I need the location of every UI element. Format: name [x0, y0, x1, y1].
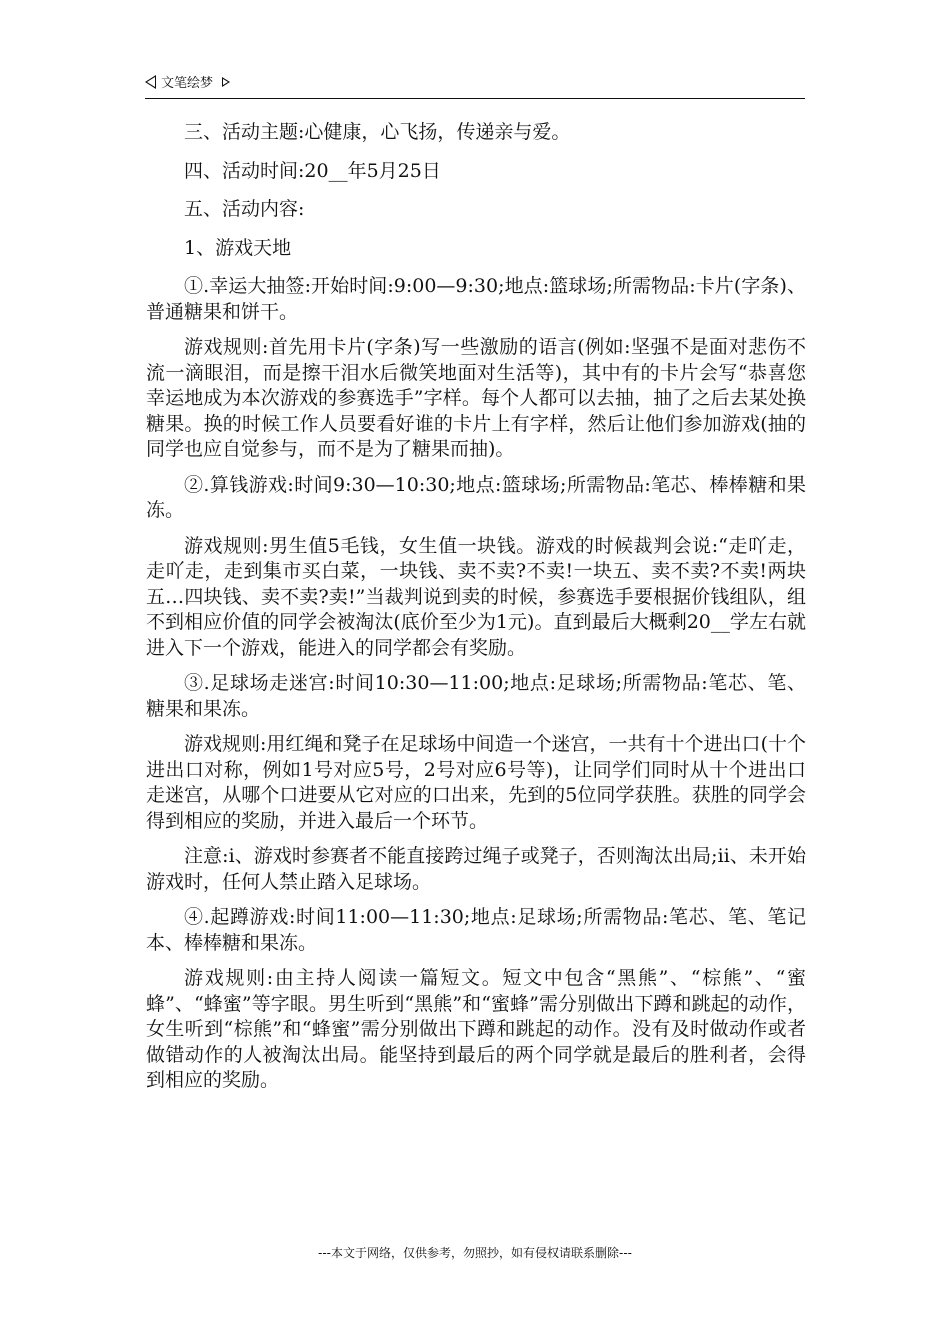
game-4-rules: 游戏规则:由主持人阅读一篇短文。短文中包含“黑熊”、“棕熊”、“蜜蜂”、“蜂蜜”等字眼。男生听到“黑熊”和“蜜蜂”需分别做出下蹲和跳起的动作，女生听到“棕熊”和“蜂蜜”需分别做出下蹲和跳起的动作。没有及时做动作或者做错动作的人被淘汰出局。能坚持到最后的两个同学就是最后的胜利者，会得到相应的奖励。: [146, 967, 806, 1091]
game-1-info: ①.幸运大抽签:开始时间:9:00—9:30;地点:篮球场;所需物品:卡片(字条)、普通糖果和饼干。: [146, 275, 806, 323]
document-body: [146, 120, 806, 1104]
game-3-notice: 注意:ⅰ、游戏时参赛者不能直接跨过绳子或凳子，否则淘汰出局;ⅱ、未开始游戏时，任何人禁止踏入足球场。: [146, 845, 806, 893]
left-triangle-icon: [145, 75, 156, 89]
section-time: 四、活动时间:20__年5月25日: [184, 159, 441, 182]
page-header: [145, 72, 805, 99]
game-3-info: ③.足球场走迷宫:时间10:30—11:00;地点:足球场;所需物品:笔芯、笔、糖果和果冻。: [146, 672, 806, 720]
brand-name: 文笔绘梦: [161, 76, 214, 91]
section-theme: 三、活动主题:心健康，心飞扬，传递亲与爱。: [184, 121, 571, 143]
game-2-info: ②.算钱游戏:时间9:30—10:30;地点:篮球场;所需物品:笔芯、棒棒糖和果冻。: [146, 473, 806, 521]
subsection-heading: 1、游戏天地: [184, 236, 292, 259]
game-1-rules: 游戏规则:首先用卡片(字条)写一些激励的语言(例如:坚强不是面对悲伤不流一滴眼泪，而是擦干泪水后微笑地面对生活等)，其中有的卡片会写“恭喜您幸运地成为本次游戏的参赛选手”字样。每个人都可以去抽，抽了之后去某处换糖果。换的时候工作人员要看好谁的卡片上有字样，然后让他们参加游戏(抽的同学也应自觉参与，而不是为了糖果而抽)。: [146, 336, 806, 460]
game-3-rules: 游戏规则:用红绳和凳子在足球场中间造一个迷宫，一共有十个进出口(十个进出口对称，例如1号对应5号，2号对应6号等)，让同学们同时从十个进出口走迷宫，从哪个口进要从它对应的口出来，先到的5位同学获胜。获胜的同学会得到相应的奖励，并进入最后一个环节。: [146, 733, 806, 832]
brand: [145, 72, 230, 91]
page-footer: ---本文于网络，仅供参考，勿照抄，如有侵权请联系删除---: [318, 1246, 632, 1260]
right-triangle-icon: [222, 77, 230, 87]
game-4-info: ④.起蹲游戏:时间11:00—11:30;地点:足球场;所需物品:笔芯、笔、笔记本、棒棒糖和果冻。: [146, 906, 806, 954]
section-content-heading: 五、活动内容:: [184, 198, 305, 220]
game-2-rules: 游戏规则:男生值5毛钱，女生值一块钱。游戏的时候裁判会说:“走吖走，走吖走，走到集市买白菜，一块钱、卖不卖?不卖!一块五、卖不卖?不卖!两块五…四块钱、卖不卖?卖!”当裁判说到卖的时候，参赛选手要根据价钱组队，组不到相应价值的同学会被淘汰(底价至少为1元)。直到最后大概剩20__学左右就进入下一个游戏，能进入的同学都会有奖励。: [146, 534, 806, 659]
